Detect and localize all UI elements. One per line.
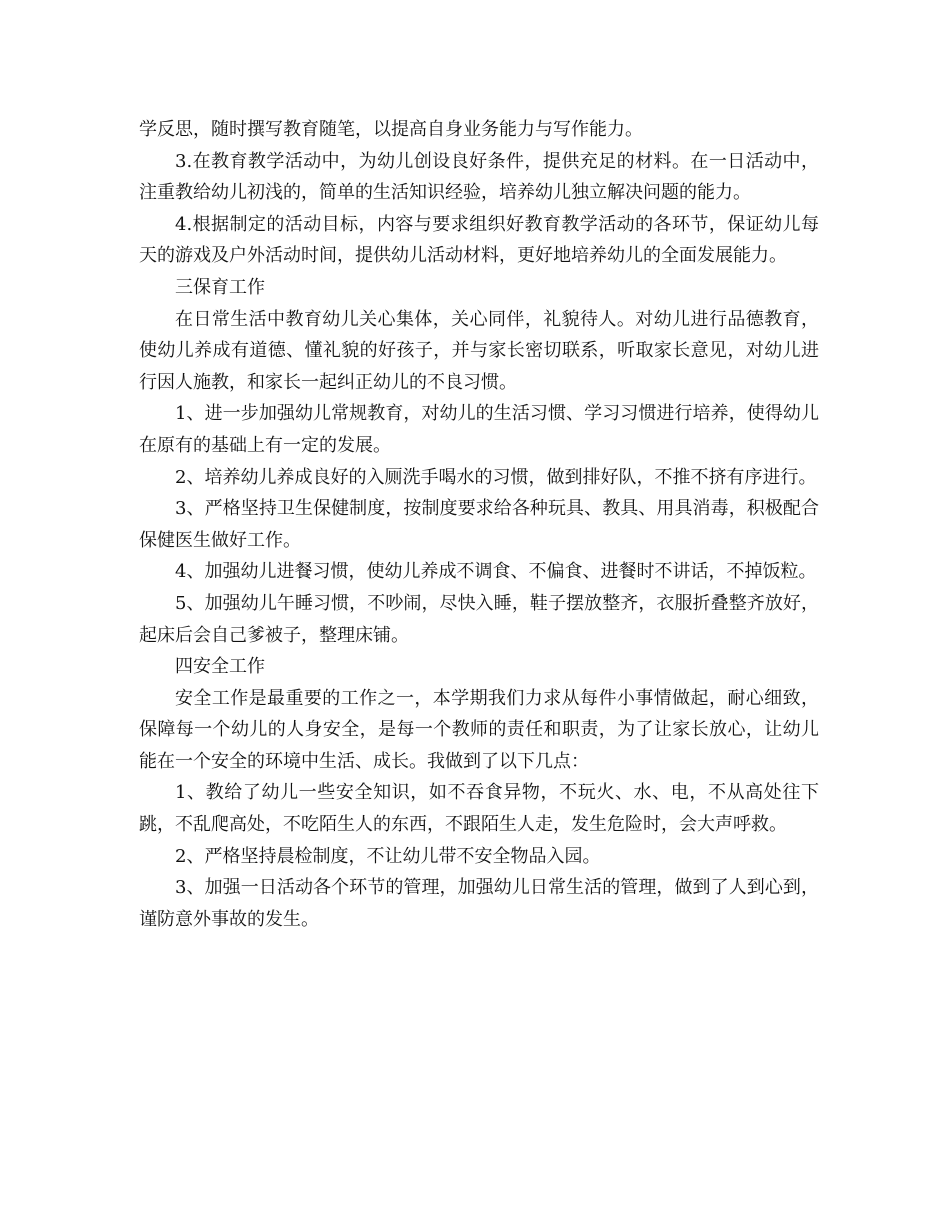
paragraph-care-intro: 在日常生活中教育幼儿关心集体，关心同伴，礼貌待人。对幼儿进行品德教育，使幼儿养成有道德、懂礼貌的好孩子，并与家长密切联系，听取家长意见，对幼儿进行因人施教，和家长一起纠正幼儿的不良习惯。 — [139, 308, 819, 393]
paragraph-care-3: 3、严格坚持卫生保健制度，按制度要求给各种玩具、教具、用具消毒，积极配合保健医生做好工作。 — [139, 498, 819, 551]
paragraph-care-1: 1、进一步加强幼儿常规教育，对幼儿的生活习惯、学习习惯进行培养，使得幼儿在原有的基础上有一定的发展。 — [139, 403, 819, 456]
section-heading-care: 三保育工作 — [175, 276, 265, 298]
paragraph-safety-1: 1、教给了幼儿一些安全知识，如不吞食异物，不玩火、水、电，不从高处往下跳，不乱爬高处，不吃陌生人的东西，不跟陌生人走，发生危险时，会大声呼救。 — [139, 782, 819, 836]
paragraph-care-5: 5、加强幼儿午睡习惯，不吵闹，尽快入睡，鞋子摆放整齐，衣服折叠整齐放好，起床后会自己爹被子，整理床铺。 — [139, 592, 819, 646]
paragraph-care-4: 4、加强幼儿进餐习惯，使幼儿养成不调食、不偏食、进餐时不讲话，不掉饭粒。 — [175, 561, 817, 583]
paragraph-continuation: 学反思，随时撰写教育随笔，以提高自身业务能力与写作能力。 — [139, 119, 643, 140]
paragraph-safety-2: 2、严格坚持晨检制度，不让幼儿带不安全物品入园。 — [175, 845, 601, 867]
document-body — [139, 114, 819, 935]
paragraph-safety-intro: 安全工作是最重要的工作之一，本学期我们力求从每件小事情做起，耐心细致，保障每一个幼儿的人身安全，是每一个教师的责任和职责，为了让家长放心，让幼儿能在一个安全的环境中生活、成长。我做到了以下几点： — [139, 687, 819, 772]
paragraph-care-2: 2、培养幼儿养成良好的入厕洗手喝水的习惯，做到排好队，不推不挤有序进行。 — [175, 466, 817, 488]
section-heading-safety: 四安全工作 — [175, 656, 265, 678]
paragraph-item-3: 3.在教育教学活动中，为幼儿创设良好条件，提供充足的材料。在一日活动中，注重教给幼儿初浅的，简单的生活知识经验，培养幼儿独立解决问题的能力。 — [139, 150, 819, 204]
paragraph-item-4: 4.根据制定的活动目标，内容与要求组织好教育教学活动的各环节，保证幼儿每天的游戏及户外活动时间，提供幼儿活动材料，更好地培养幼儿的全面发展能力。 — [139, 213, 819, 267]
paragraph-safety-3: 3、加强一日活动各个环节的管理，加强幼儿日常生活的管理，做到了人到心到，谨防意外事故的发生。 — [139, 877, 819, 930]
